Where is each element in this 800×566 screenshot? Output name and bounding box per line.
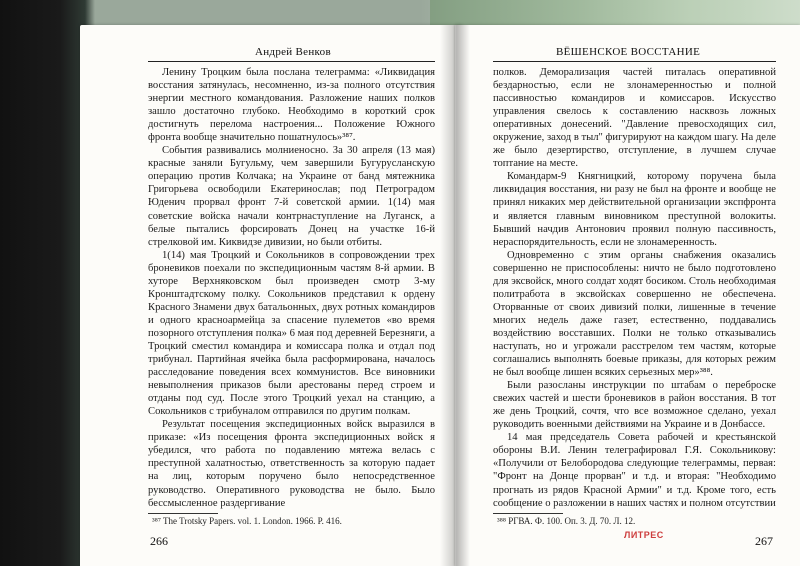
left-head-rule — [148, 61, 435, 62]
left-page-body — [148, 66, 435, 510]
paragraph: 1(14) мая Троцкий и Сокольников в сопровождении трех броневиков поехали по экспедиционным частям 8-й армии. В хуторе Верхняковском был произведен смотр 3-му Кронштадтскому полку. Сокольников представил к ордену Красного Знамени двух батальонных, двух ротных командиров и одного красноармейца за спасение пулеметов «во время позорного отступления полка» 6 мая под деревней Березняги, а Троцкий сместил командира и комиссара полка и отдал под трибунал. Партийная ячейка была расформирована, началось расследование поведения всех коммунистов. Все виновники невыполнения приказов были арестованы перед строем и отданы под суд. После этого Троцкий уехал на станцию, а Сокольников с трибуналом отправился по другим полкам. — [148, 249, 435, 418]
left-footnote-rule — [148, 513, 218, 514]
right-footnote-rule — [493, 513, 563, 514]
right-page-number: 267 — [755, 534, 773, 548]
paragraph: Были разосланы инструкции по штабам о переброске свежих частей и шести броневиков в район восстания. В тот же день Троцкий, сочтя, что все возможное сделано, уехал руководить военными действиями на Украине и в Донбассе. — [493, 380, 776, 431]
right-footnote: ³⁸⁸ РГВА. Ф. 100. Оп. 3. Д. 70. Л. 12. — [497, 516, 636, 526]
litres-watermark: ЛИТРЕС — [624, 530, 664, 540]
paragraph: Одновременно с этим органы снабжения оказались совершенно не приспособлены: ничто не было подготовлено для эксвойск, много солдат ходят босиком. Столь необходимая политработа в эксвойсках совершенно не обеспечена. Оторванные от своих дивизий полки, лишенные в течение многих недель даже газет, естественно, поддавались воздействию восставших. Полки не только отказывались наступать, но и угрожали расстрелом тем частям, которые соглашались выполнять боевые приказы, для которых режим не был вообще лишен всяких серьезных мер»³⁸⁸. — [493, 249, 776, 379]
paragraph: Результат посещения экспедиционных войск выразился в приказе: «Из посещения фронта экспедиционных войск я убедился, что работа по подавлению мятежа велась с преступной халатностью, ответственность за которую падает на лиц, которым поручено было непосредственное руководство. Оперативного руководства не было. Было бессмысленное раздергивание — [148, 419, 435, 509]
paragraph: Ленину Троцким была послана телеграмма: «Ликвидация восстания затянулась, несомненно, из-за полного отсутствия энергии местного командования. Разложение наших полков зашло достаточно глубоко. Необходимо в короткий срок достигнуть перелома настроения... Положение Южного фронта вообще значительно пошатнулось»³⁸⁷. — [148, 67, 435, 144]
paragraph: полков. Деморализация частей питалась оперативной бездарностью, если не злонамеренностью и полной пассивностью командиров и комиссаров. Искусство управления свелось к составлению насквозь ложных оперативных донесений. "Давление превосходящих сил, окружение, заход в тыл" фигурируют на каждом шагу. На деле же было дезертирство, отступление, в лучшем случае топтание на месте. — [493, 67, 776, 170]
left-running-head: Андрей Венков — [255, 46, 331, 58]
paragraph: События развивались молниеносно. За 30 апреля (13 мая) красные заняли Бугульму, чем завершили Бугурусланскую операцию против Колчака; на Украине от банд мятежника Григорьева освободили Екатеринослав; под Петроградом Юденич прорвал фронт 7-й советской армии. 1(14) мая советские войска начали контрнаступление на Луганск, а белые пытались форсировать Донец на участке 16-й стрелковой им. Киквидзе дивизии, но были отбиты. — [148, 145, 435, 248]
right-page-body — [493, 66, 776, 510]
paragraph: Командарм-9 Княгницкий, которому поручена была ликвидация восстания, ни разу не был на фронте и вообще не принял никаких мер действительной организации экспфронта и является главным виновником преступной волокиты. Бывший начдив Антонович проявил полную пассивность, нераспорядительность, если не злонамеренность. — [493, 171, 776, 248]
right-head-rule — [493, 61, 776, 62]
right-running-head: ВЁШЕНСКОЕ ВОССТАНИЕ — [556, 46, 701, 58]
left-page-number: 266 — [150, 534, 168, 548]
paragraph: 14 мая председатель Совета рабочей и крестьянской обороны В.И. Ленин телеграфировал Г.Я. Сокольникову: «Получили от Белобородова следующие телеграммы, первая: "Фронт на Донце прорван" и т.д. и вторая: "Необходимо прогнать из рядов Красной Армии" и т.д. Кроме того, есть сообщение о разложении в наших частях и полном отсутствии — [493, 432, 776, 509]
left-footnote: ³⁸⁷ The Trotsky Papers. vol. 1. London. 1966. P. 416. — [152, 516, 342, 526]
